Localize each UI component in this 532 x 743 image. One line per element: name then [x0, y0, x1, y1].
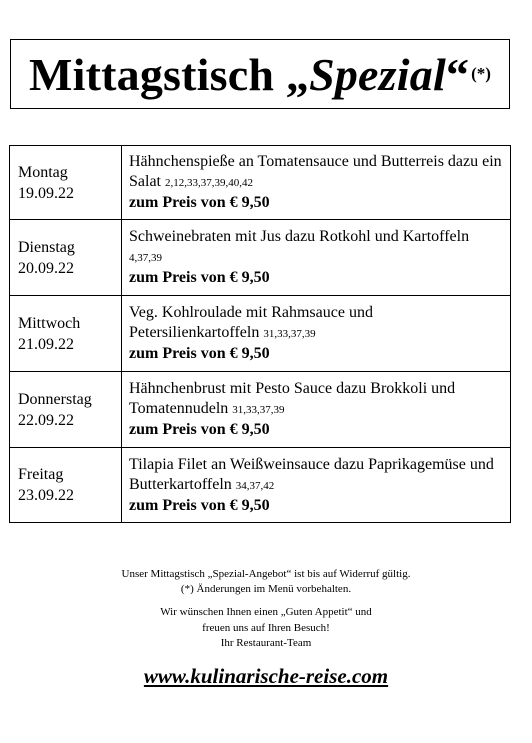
dish-price: zum Preis von € 9,50	[129, 421, 270, 438]
day-name: Mittwoch	[18, 314, 81, 332]
dish-price: zum Preis von € 9,50	[129, 194, 270, 211]
allergen-codes: 34,37,42	[235, 479, 275, 492]
allergen-codes: 31,33,37,39	[232, 404, 285, 416]
menu-row-monday	[10, 146, 511, 220]
menu-table	[9, 145, 511, 523]
day-cell	[10, 146, 122, 220]
day-date: 21.09.22	[18, 335, 74, 353]
day-date: 22.09.22	[18, 411, 74, 429]
day-cell	[10, 372, 122, 448]
page-title	[29, 48, 469, 101]
title-close-quote: “	[445, 48, 470, 100]
title-box	[10, 39, 510, 109]
day-name: Montag	[18, 163, 68, 181]
day-name: Dienstag	[18, 238, 75, 256]
day-date: 23.09.22	[18, 487, 74, 504]
menu-row-tuesday	[10, 220, 511, 296]
dish-price: zum Preis von € 9,50	[129, 269, 270, 286]
day-date: 20.09.22	[18, 259, 74, 277]
validity-note: Unser Mittagstisch „Spezial-Angebot“ ist bis auf Widerruf gültig.	[121, 568, 411, 580]
dish-description: Schweinebraten mit Jus dazu Rotkohl und Kartoffeln	[129, 228, 470, 245]
dish-price: zum Preis von € 9,50	[129, 496, 270, 514]
dish-description: Hähnchenspieße an Tomatensauce und Butterreis dazu ein Salat	[129, 153, 502, 190]
title-spezial: Spezial	[309, 48, 446, 100]
dish-cell	[122, 146, 511, 220]
dish-price: zum Preis von € 9,50	[129, 345, 270, 362]
day-name: Donnerstag	[18, 390, 92, 408]
dish-description: Veg. Kohlroulade mit Rahmsauce und Petersilienkartoffeln	[129, 304, 373, 341]
menu-row-thursday	[10, 372, 511, 448]
day-cell	[10, 220, 122, 296]
allergen-codes: 2,12,33,37,39,40,42	[165, 177, 253, 189]
signature-line: Ihr Restaurant-Team	[220, 637, 312, 649]
greeting-line-2: freuen uns auf Ihren Besuch!	[202, 622, 330, 634]
dish-description: Hähnchenbrust mit Pesto Sauce dazu Brokkoli und Tomatennudeln	[129, 380, 456, 417]
website-link[interactable]: www.kulinarische-reise.com	[143, 664, 389, 688]
allergen-codes: 31,33,37,39	[263, 328, 316, 340]
changes-note: (*) Änderungen im Menü vorbehalten.	[180, 583, 352, 595]
allergen-codes: 4,37,39	[129, 252, 162, 264]
greeting-line: Wir wünschen Ihnen einen „Guten Appetit“ und	[160, 606, 372, 618]
dish-description: Tilapia Filet an Weißweinsauce dazu Paprikagemüse und Butterkartoffeln	[129, 455, 494, 493]
title-text: Mittagstisch „	[29, 48, 310, 100]
day-cell	[10, 296, 122, 372]
dish-cell	[122, 448, 511, 523]
dish-cell	[122, 220, 511, 296]
day-date: 19.09.22	[18, 184, 74, 202]
day-name: Freitag	[18, 466, 64, 483]
day-cell	[10, 448, 122, 523]
menu-row-friday	[10, 448, 511, 523]
dish-cell	[122, 372, 511, 448]
dish-cell	[122, 296, 511, 372]
title-footnote-mark: (*)	[471, 64, 491, 83]
menu-row-wednesday	[10, 296, 511, 372]
